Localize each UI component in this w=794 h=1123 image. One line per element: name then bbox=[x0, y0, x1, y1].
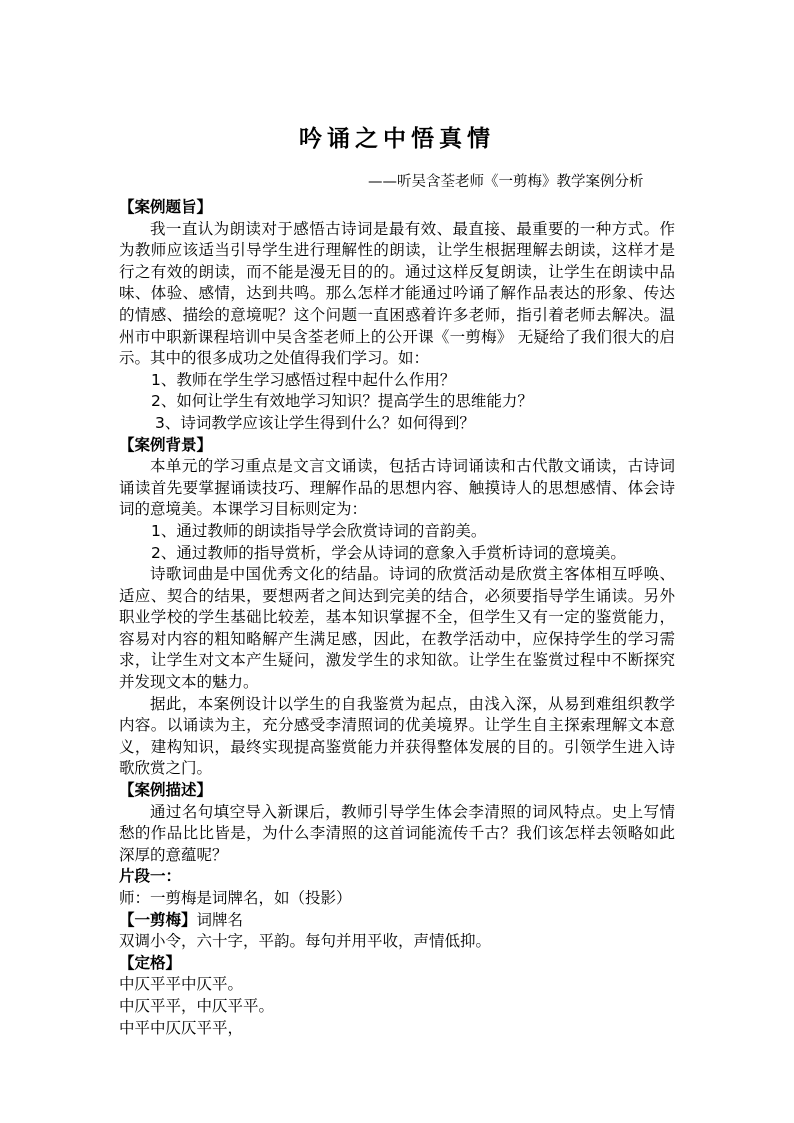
cipai-text: 词牌名 bbox=[196, 910, 244, 929]
page-subtitle: ——听吴含荃老师《一剪梅》教学案例分析 bbox=[368, 174, 644, 190]
list-item: 2、通过教师的指导赏析，学会从诗词的意象入手赏析诗词的意境美。 bbox=[151, 543, 626, 562]
tone-pattern-line: 中仄平平，中仄平平。 bbox=[119, 996, 275, 1015]
segment-heading: 片段一： bbox=[119, 867, 182, 886]
teacher-line: 师：一剪梅是词牌名，如（投影） bbox=[119, 889, 352, 907]
list-item: 1、通过教师的朗读指导学会欣赏诗词的音韵美。 bbox=[151, 521, 487, 540]
form-line: 双调小令，六十字，平韵。每句并用平收，声情低抑。 bbox=[119, 932, 492, 951]
paragraph: 据此，本案例设计以学生的自我鉴赏为起点，由浅入深，从易到难组织教学内容。以诵读为主，充分感受李清照词的优美境界。让学生自主探索理解文本意义，建构知识，最终实现提高鉴赏能力并获得整体发展的目的。引领学生进入诗歌欣赏之门。 bbox=[119, 694, 675, 778]
cipai-label: 【一剪梅】 bbox=[119, 910, 197, 929]
list-item: 1、教师在学生学习感悟过程中起什么作用？ bbox=[151, 370, 456, 389]
paragraph: 通过名句填空导入新课后，教师引导学生体会李清照的词风特点。史上写情愁的作品比比皆是，为什么李清照的这首词能流传千古？我们该怎样去领略如此深厚的意蕴呢？ bbox=[119, 802, 675, 864]
list-item: 3、诗词教学应该让学生得到什么？如何得到？ bbox=[155, 413, 475, 432]
paragraph: 我一直认为朗读对于感悟古诗词是最有效、最直接、最重要的一种方式。作为教师应该适当引导学生进行理解性的朗读，让学生根据理解去朗读，这样才是行之有效的朗读，而不能是漫无目的的。通过这样反复朗读，让学生在朗读中品味、体验、感情，达到共鸣。那么怎样才能通过吟诵了解作品表达的形象、传达的情感、描绘的意境呢？这个问题一直困惑着许多老师，指引着老师去解决。温州市中职新课程培训中吴含荃老师上的公开课《一剪梅》 无疑给了我们很大的启示。其中的很多成功之处值得我们学习。如： bbox=[119, 219, 675, 368]
tone-pattern-line: 中平中仄仄平平， bbox=[119, 1018, 244, 1037]
cipai-line bbox=[119, 910, 675, 932]
paragraph: 本单元的学习重点是文言文诵读，包括古诗词诵读和古代散文诵读，古诗词诵读首先要掌握诵读技巧、理解作品的思想内容、触摸诗人的思想感情、体会诗词的意境美。本课学习目标则定为： bbox=[119, 457, 675, 519]
page-title: 吟诵之中悟真情 bbox=[299, 126, 495, 152]
section-heading-dingge: 【定格】 bbox=[119, 953, 182, 972]
document-body bbox=[119, 197, 675, 1039]
list-item: 2、如何让学生有效地学习知识？提高学生的思维能力？ bbox=[151, 392, 533, 411]
section-heading-purpose: 【案例题旨】 bbox=[119, 198, 213, 216]
section-heading-description: 【案例描述】 bbox=[119, 781, 213, 800]
section-heading-background: 【案例背景】 bbox=[119, 435, 213, 454]
tone-pattern-line: 中仄平平中仄平。 bbox=[119, 975, 244, 994]
paragraph: 诗歌词曲是中国优秀文化的结晶。诗词的欣赏活动是欣赏主客体相互呼唤、适应、契合的结果，要想两者之间达到完美的结合，必须要指导学生诵读。另外职业学校的学生基础比较差，基本知识掌握不全，但学生又有一定的鉴赏能力，容易对内容的粗知略解产生满足感，因此，在教学活动中，应保持学生的学习需求，让学生对文本产生疑问，激发学生的求知欲。让学生在鉴赏过程中不断探究并发现文本的魅力。 bbox=[119, 565, 675, 692]
